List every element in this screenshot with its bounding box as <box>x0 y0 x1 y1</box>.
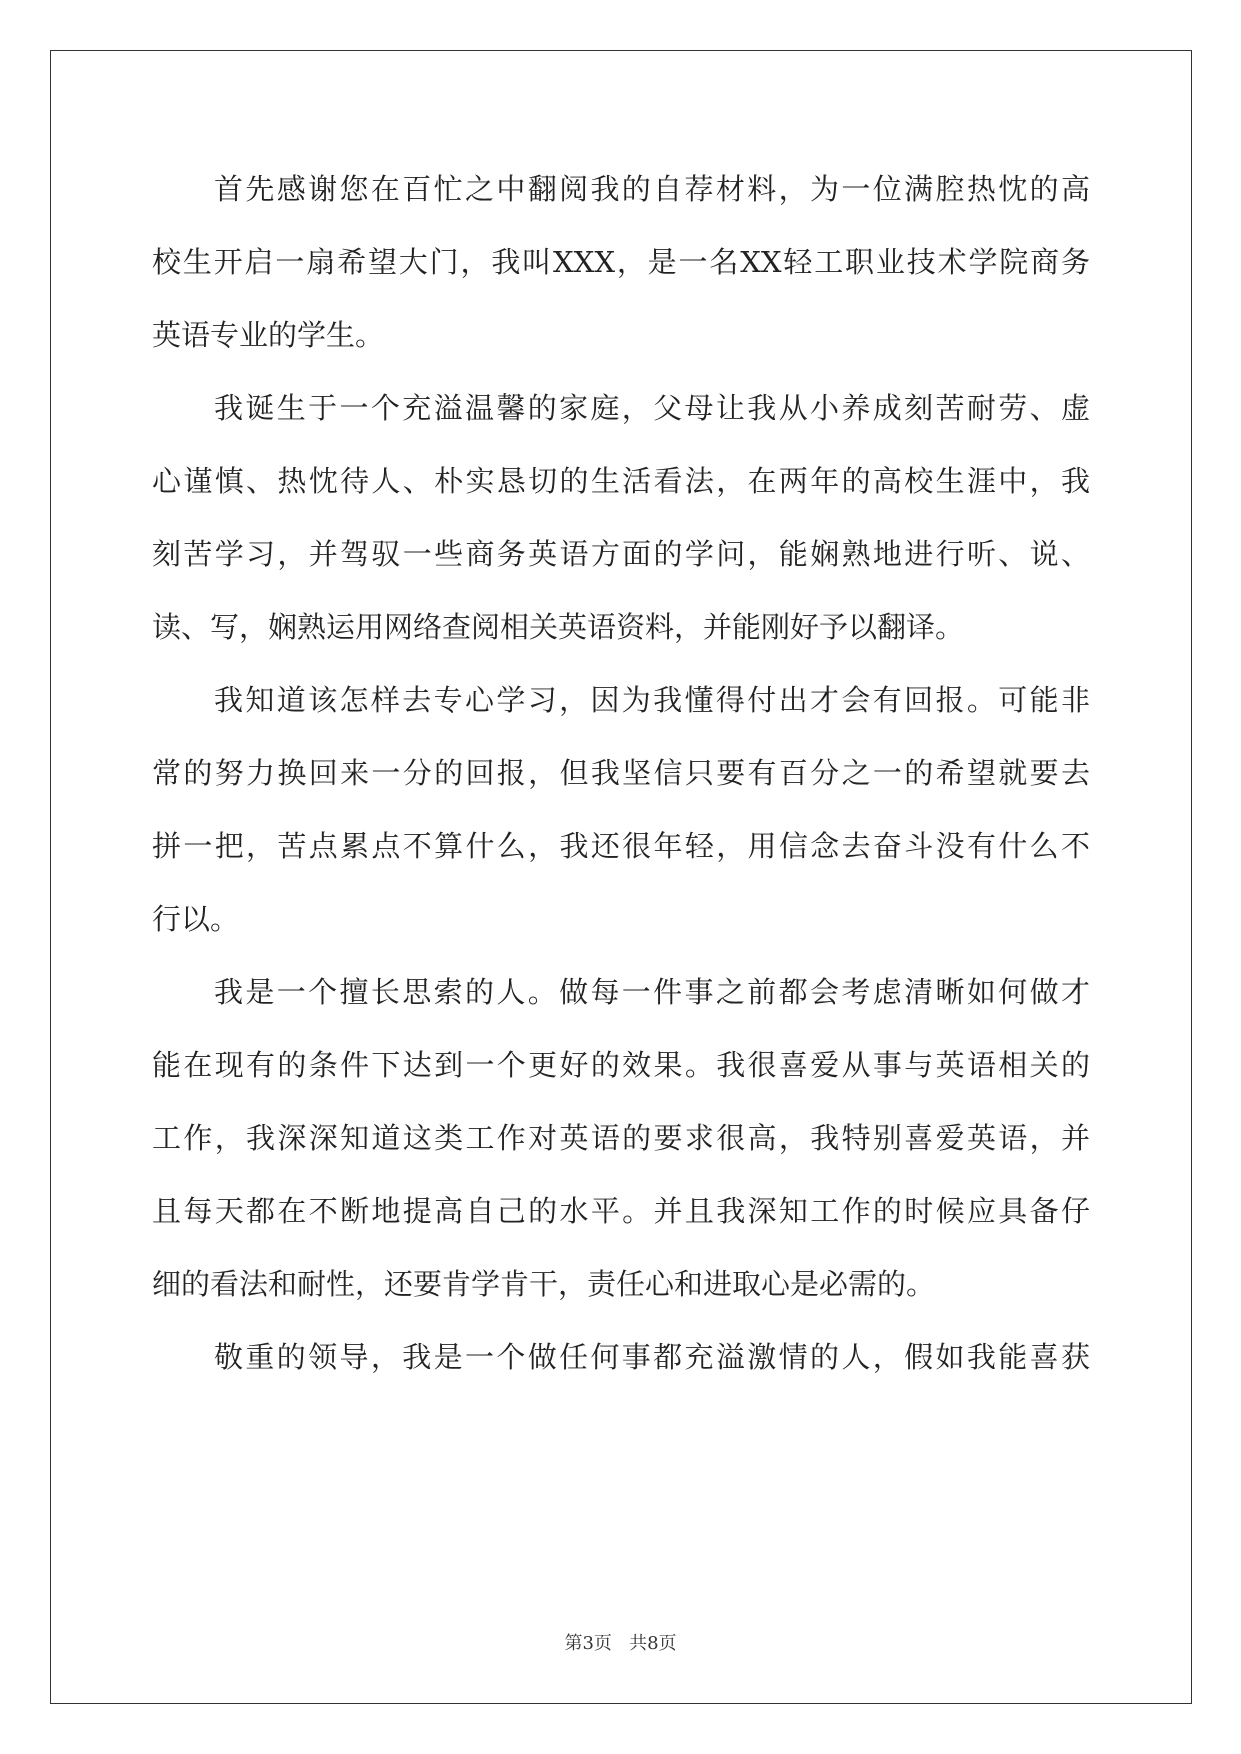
paragraph-3-line-4: 行以。 <box>152 902 240 936</box>
paragraph-1-line-1: 首先感谢您在百忙之中翻阅我的自荐材料，为一位满腔热忱的高 <box>214 172 1090 206</box>
paragraph-4-line-2: 能在现有的条件下达到一个更好的效果。我很喜爱从事与英语相关的 <box>152 1048 1090 1082</box>
paragraph-2-line-2: 心谨慎、热忱待人、朴实恳切的生活看法，在两年的高校生涯中，我 <box>152 464 1090 498</box>
paragraph-1-line-2: 校生开启一扇希望大门，我叫XXX，是一名XX轻工职业技术学院商务 <box>152 245 1090 279</box>
paragraph-1-line-3: 英语专业的学生。 <box>152 318 385 352</box>
page-footer <box>0 1632 1241 1656</box>
paragraph-3-line-1: 我知道该怎样去专心学习，因为我懂得付出才会有回报。可能非 <box>214 683 1090 717</box>
paragraph-5-line-1: 敬重的领导，我是一个做任何事都充溢激情的人，假如我能喜获 <box>214 1340 1090 1374</box>
paragraph-3-line-3: 拼一把，苦点累点不算什么，我还很年轻，用信念去奋斗没有什么不 <box>152 829 1090 863</box>
paragraph-2-line-1: 我诞生于一个充溢温馨的家庭，父母让我从小养成刻苦耐劳、虚 <box>214 391 1090 425</box>
paragraph-4-line-4: 且每天都在不断地提高自己的水平。并且我深知工作的时候应具备仔 <box>152 1194 1090 1228</box>
page-border <box>50 50 1192 1704</box>
page-number-total: 共8页 <box>629 1633 677 1654</box>
paragraph-2-line-4: 读、写，娴熟运用网络查阅相关英语资料，并能刚好予以翻译。 <box>152 610 965 644</box>
paragraph-3-line-2: 常的努力换回来一分的回报，但我坚信只要有百分之一的希望就要去 <box>152 756 1090 790</box>
paragraph-4-line-3: 工作，我深深知道这类工作对英语的要求很高，我特别喜爱英语，并 <box>152 1121 1090 1155</box>
paragraph-2-line-3: 刻苦学习，并驾驭一些商务英语方面的学问，能娴熟地进行听、说、 <box>152 537 1090 571</box>
paragraph-4-line-1: 我是一个擅长思索的人。做每一件事之前都会考虑清晰如何做才 <box>214 975 1090 1009</box>
page-number-current: 第3页 <box>564 1633 612 1654</box>
paragraph-4-line-5: 细的看法和耐性，还要肯学肯干，责任心和进取心是必需的。 <box>152 1267 936 1301</box>
